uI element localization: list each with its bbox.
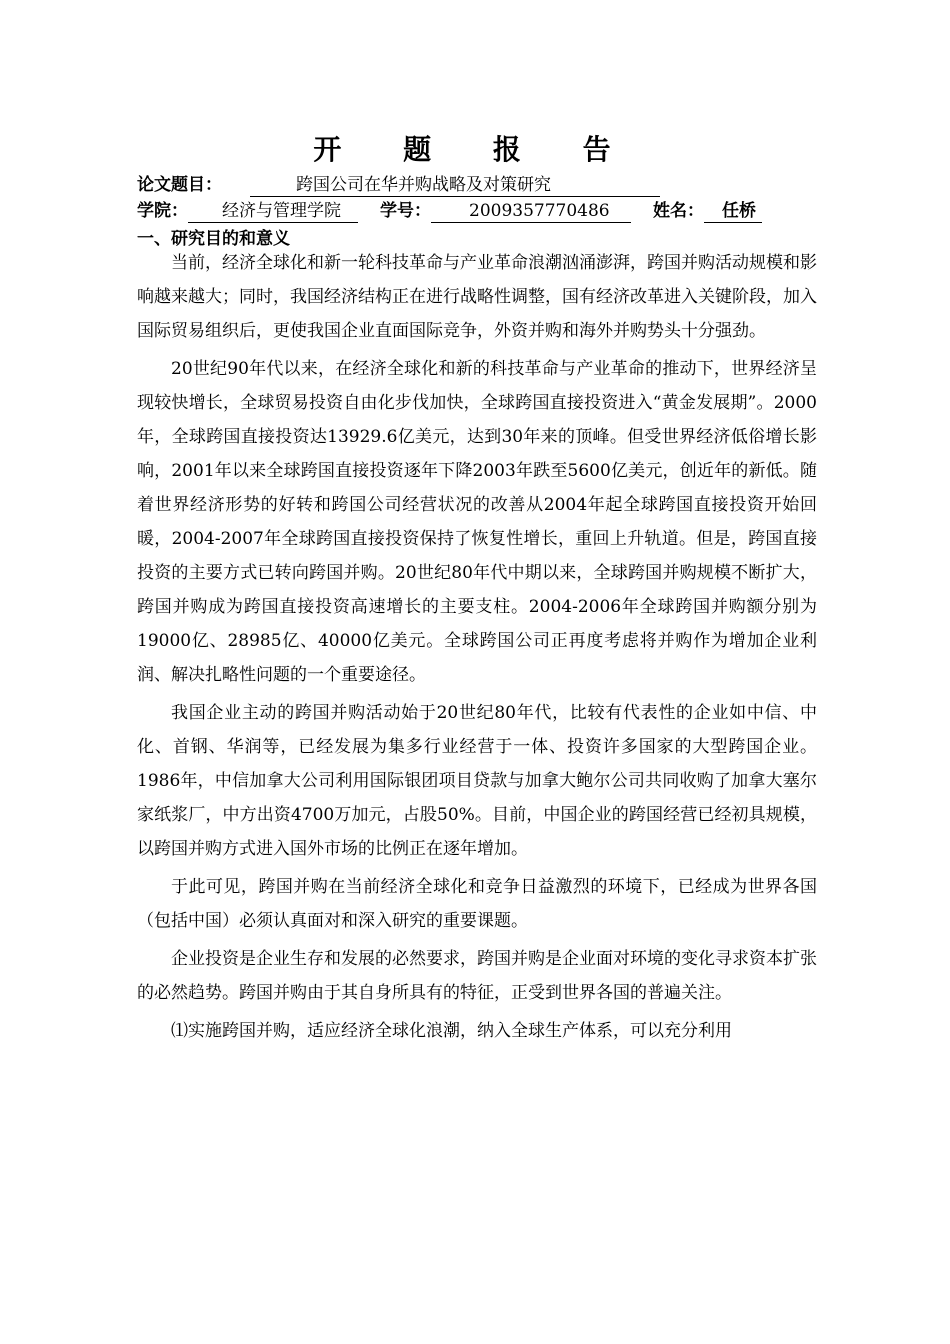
- paragraph: 企业投资是企业生存和发展的必然要求，跨国并购是企业面对环境的变化寻求资本扩张的必然趋势。跨国并购由于其自身所具有的特征，正受到世界各国的普遍关注。: [137, 949, 817, 1003]
- paragraph: 我国企业主动的跨国并购活动始于20世纪80年代，比较有代表性的企业如中信、中化、首钢、华润等，已经发展为集多行业经营于一体、投资许多国家的大型跨国企业。1986年，中信加拿大公司利用国际银团项目贷款与加拿大鲍尔公司共同收购了加拿大塞尔家纸浆厂，中方出资4700万加元，占股50%。目前，中国企业的跨国经营已经初具规模，以跨国并购方式进入国外市场的比例正在逐年增加。: [137, 703, 817, 859]
- thesis-title-text: 跨国公司在华并购战略及对策研究: [296, 175, 551, 195]
- body-text: [137, 246, 817, 1052]
- document-title: 开 题 报 告: [313, 133, 637, 166]
- paragraph: 于此可见，跨国并购在当前经济全球化和竞争日益激烈的环境下，已经成为世界各国（包括中国）必须认真面对和深入研究的重要课题。: [137, 877, 817, 931]
- thesis-title-label: 论文题目：: [137, 175, 222, 195]
- name-label: 姓名：: [653, 201, 704, 221]
- college-text: 经济与管理学院: [222, 201, 341, 221]
- paragraph: 当前，经济全球化和新一轮科技革命与产业革命浪潮汹涌澎湃，跨国并购活动规模和影响越来越大；同时，我国经济结构正在进行战略性调整，国有经济改革进入关键阶段，加入国际贸易组织后，更使我国企业直面国际竞争，外资并购和海外并购势头十分强劲。: [137, 253, 817, 341]
- student-id-value: [431, 200, 631, 223]
- name-value: [704, 200, 762, 223]
- student-info-line: [137, 200, 762, 223]
- student-id-label: 学号：: [380, 201, 431, 221]
- section-heading: 一、研究目的和意义: [137, 229, 290, 249]
- name-text: 任桥: [722, 201, 756, 221]
- college-value: [188, 200, 358, 223]
- college-label: 学院：: [137, 201, 188, 221]
- thesis-title-value: [250, 174, 660, 197]
- paragraph: ⑴实施跨国并购，适应经济全球化浪潮，纳入全球生产体系，可以充分利用: [171, 1021, 732, 1041]
- student-id-text: 2009357770486: [469, 201, 610, 221]
- thesis-title-line: [137, 174, 660, 197]
- paragraph: 20世纪90年代以来，在经济全球化和新的科技革命与产业革命的推动下，世界经济呈现较快增长，全球贸易投资自由化步伐加快，全球跨国直接投资进入“黄金发展期”。2000年，全球跨国直接投资达13929.6亿美元，达到30年来的顶峰。但受世界经济低俗增长影响，2001年以来全球跨国直接投资逐年下降2003年跌至5600亿美元，创近年的新低。随着世界经济形势的好转和跨国公司经营状况的改善从2004年起全球跨国直接投资开始回暖，2004-2007年全球跨国直接投资保持了恢复性增长，重回上升轨道。但是，跨国直接投资的主要方式已转向跨国并购。20世纪80年代中期以来，全球跨国并购规模不断扩大，跨国并购成为跨国直接投资高速增长的主要支柱。2004-2006年全球跨国并购额分别为19000亿、28985亿、40000亿美元。全球跨国公司正再度考虑将并购作为增加企业利润、解决扎略性问题的一个重要途径。: [137, 359, 817, 685]
